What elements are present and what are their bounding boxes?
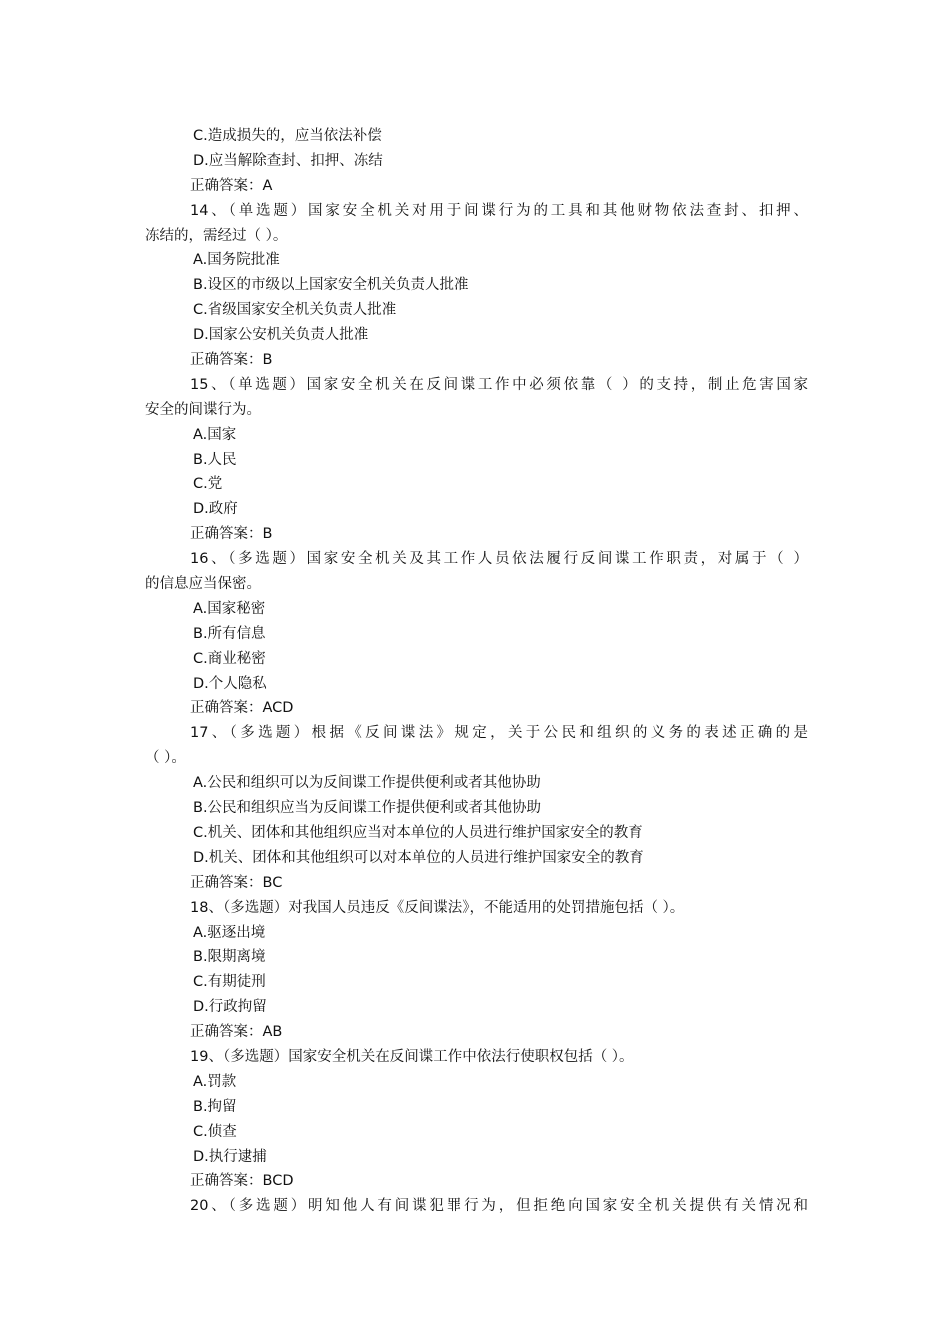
question-17-option-c: C.机关、团体和其他组织应当对本单位的人员进行维护国家安全的教育 bbox=[193, 824, 643, 841]
question-15-option-a: A.国家 bbox=[193, 426, 237, 443]
question-17-option-d: D.机关、团体和其他组织可以对本单位的人员进行维护国家安全的教育 bbox=[193, 849, 644, 866]
question-15-text: 15、（单选题）国家安全机关在反间谍工作中必须依靠（ ）的支持，制止危害国家 bbox=[190, 376, 808, 393]
question-14-text-cont: 冻结的，需经过（ ）。 bbox=[145, 227, 288, 244]
question-16-option-d: D.个人隐私 bbox=[193, 675, 267, 692]
correct-answer: 正确答案：A bbox=[190, 177, 273, 194]
question-15-option-d: D.政府 bbox=[193, 501, 238, 518]
question-19-option-b: B.拘留 bbox=[193, 1098, 237, 1115]
question-16-text: 16、（多选题）国家安全机关及其工作人员依法履行反间谍工作职责，对属于（ ） bbox=[190, 551, 808, 568]
question-16-answer: 正确答案：ACD bbox=[190, 700, 294, 717]
question-16-option-b: B.所有信息 bbox=[193, 625, 266, 642]
question-19-option-a: A.罚款 bbox=[193, 1073, 237, 1090]
question-19-text: 19、（多选题）国家安全机关在反间谍工作中依法行使职权包括（ ）。 bbox=[190, 1048, 634, 1065]
question-15-answer: 正确答案：B bbox=[190, 526, 273, 543]
option-c: C.造成损失的，应当依法补偿 bbox=[193, 128, 382, 144]
question-14-text: 14、（单选题）国家安全机关对用于间谍行为的工具和其他财物依法查封、扣押、 bbox=[190, 202, 808, 219]
question-18-option-b: B.限期离境 bbox=[193, 949, 266, 966]
question-18-option-d: D.行政拘留 bbox=[193, 999, 267, 1016]
question-14-option-a: A.国务院批准 bbox=[193, 252, 280, 269]
question-18-option-a: A.驱逐出境 bbox=[193, 924, 266, 941]
question-17-option-a: A.公民和组织可以为反间谍工作提供便利或者其他协助 bbox=[193, 775, 541, 792]
question-14-option-c: C.省级国家安全机关负责人批准 bbox=[193, 302, 397, 319]
question-16-option-a: A.国家秘密 bbox=[193, 600, 266, 617]
question-18-option-c: C.有期徒刑 bbox=[193, 974, 266, 991]
question-16-text-cont: 的信息应当保密。 bbox=[145, 576, 261, 593]
question-16-option-c: C.商业秘密 bbox=[193, 650, 266, 667]
question-14-option-d: D.国家公安机关负责人批准 bbox=[193, 327, 369, 344]
question-19-answer: 正确答案：BCD bbox=[190, 1173, 294, 1190]
document-page bbox=[0, 124, 950, 1219]
question-17-text-cont: （ ）。 bbox=[145, 750, 186, 767]
question-15-text-cont: 安全的间谍行为。 bbox=[145, 401, 261, 418]
question-17-text: 17、（多选题）根据《反间谍法》规定，关于公民和组织的义务的表述正确的是 bbox=[190, 725, 808, 742]
question-14-answer: 正确答案：B bbox=[190, 352, 273, 369]
question-15-option-c: C.党 bbox=[193, 476, 223, 493]
question-20-text: 20、（多选题）明知他人有间谍犯罪行为，但拒绝向国家安全机关提供有关情况和 bbox=[190, 1198, 808, 1215]
question-17-answer: 正确答案：BC bbox=[190, 874, 283, 891]
question-19-option-d: D.执行逮捕 bbox=[193, 1148, 267, 1165]
question-17-option-b: B.公民和组织应当为反间谍工作提供便利或者其他协助 bbox=[193, 800, 542, 817]
question-19-option-c: C.侦查 bbox=[193, 1123, 237, 1140]
question-18-answer: 正确答案：AB bbox=[190, 1024, 283, 1041]
question-15-option-b: B.人民 bbox=[193, 451, 237, 468]
option-d: D.应当解除查封、扣押、冻结 bbox=[193, 152, 383, 169]
question-18-text: 18、（多选题）对我国人员违反《反间谍法》，不能适用的处罚措施包括（ ）。 bbox=[190, 899, 685, 916]
question-14-option-b: B.设区的市级以上国家安全机关负责人批准 bbox=[193, 277, 469, 294]
